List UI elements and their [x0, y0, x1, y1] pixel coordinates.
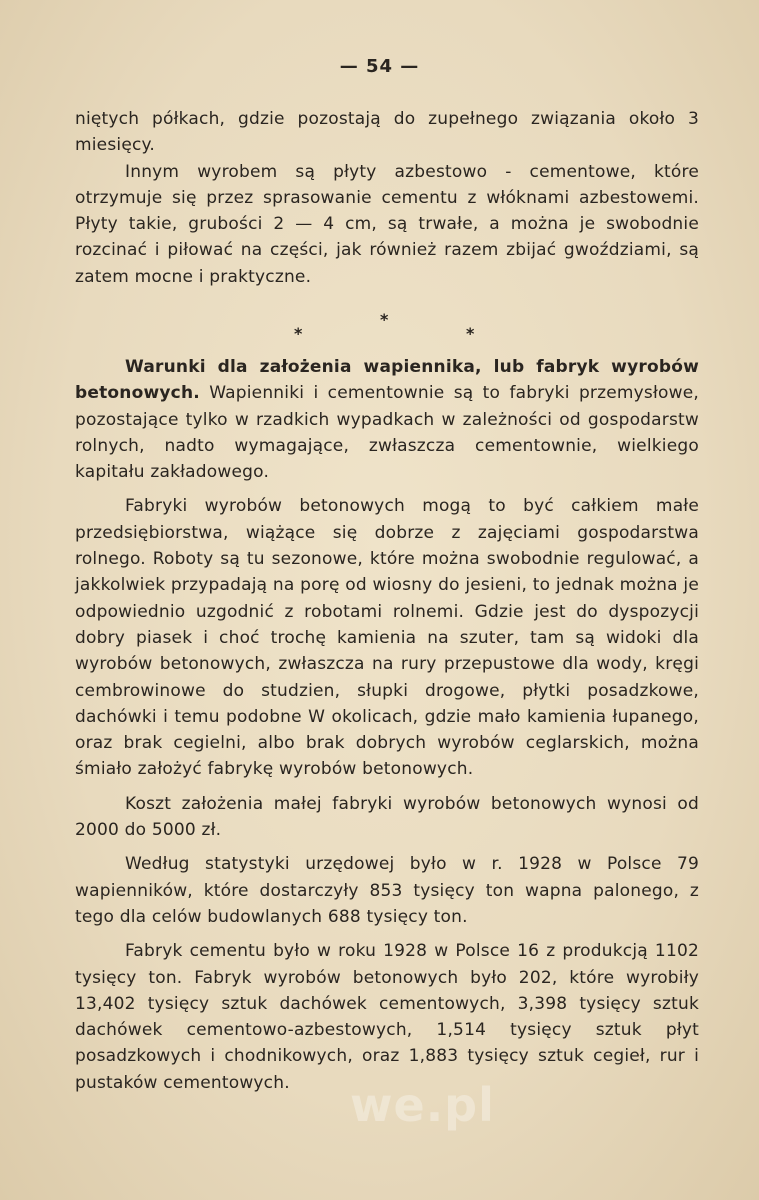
section-heading-text: Wapienniki i cementownie są to fabryki przemysłowe, pozostające tylko w rzadkich wypadkach w zależności od gospodarstw rolnych, nadto wymagające, zwłaszcza cementownie, wielkiego kapitału zakładowego.: [75, 383, 699, 483]
asterisk-icon: *: [294, 324, 303, 343]
text-block-top: [75, 106, 699, 290]
section-heading: Warunki dla założenia wapiennika, lub fabryk wyrobów betonowych.: [75, 357, 699, 404]
paragraph-statistics-lime: Według statystyki urzędowej było w r. 1928 w Polsce 79 wapienników, które dostarczyły 853 tysięcy ton wapna palonego, z tego dla celów budowlanych 688 tysięcy ton.: [75, 854, 699, 927]
paragraph-cost: Koszt założenia małej fabryki wyrobów betonowych wynosi od 2000 do 5000 zł.: [75, 793, 699, 841]
text-block-main: [75, 354, 699, 1096]
asterisk-icon: *: [466, 324, 475, 343]
page-number: — 54 —: [339, 56, 420, 77]
paragraph-section-heading: [75, 354, 699, 485]
paragraph-asbestos-plates: Innym wyrobem są płyty azbestowo - cementowe, które otrzymuje się przez sprasowanie cementu z włóknami azbestowemi. Płyty takie, grubości 2 — 4 cm, są trwałe, a można je swobodnie rozcinać i piłować na części, jak również razem zbijać gwoździami, są zatem mocne i praktyczne.: [75, 161, 699, 287]
paragraph-statistics-cement: Fabryk cementu było w roku 1928 w Polsce 16 z produkcją 1102 tysięcy ton. Fabryk wyrobów betonowych było 202, które wyrobiły 13,402 tysięcy sztuk dachówek cementowych, 3,398 tysięcy sztuk dachówek cementowo-azbestowych, 1,514 tysięcy sztuk płyt posadzkowych i chodnikowych, oraz 1,883 tysięcy sztuk cegieł, rur i pustaków cementowych.: [75, 941, 699, 1093]
section-separator: [0, 310, 759, 350]
watermark: we.pl: [350, 1078, 495, 1132]
paragraph-concrete-factories: Fabryki wyrobów betonowych mogą to być całkiem małe przedsiębiorstwa, wiążące się dobrze z zajęciami gospodarstwa rolnego. Roboty są tu sezonowe, które można swobodnie regulować, a jakkolwiek przypadają na porę od wiosny do jesieni, to jednak można je odpowiednio uzgodnić z robotami rolnemi. Gdzie jest do dyspozycji dobry piasek i choć trochę kamienia na szuter, tam są widoki dla wyrobów betonowych, zwłaszcza na rury przepustowe dla wody, kręgi cembrowinowe do studzien, słupki drogowe, płytki posadzkowe, dachówki i temu podobne W okolicach, gdzie mało kamienia łupanego, oraz brak cegielni, albo brak dobrych wyrobów ceglarskich, można śmiało założyć fabrykę wyrobów betonowych.: [75, 496, 699, 780]
asterisk-icon: *: [380, 310, 389, 329]
paragraph-continuation: niętych półkach, gdzie pozostają do zupełnego związania około 3 miesięcy.: [75, 109, 699, 156]
